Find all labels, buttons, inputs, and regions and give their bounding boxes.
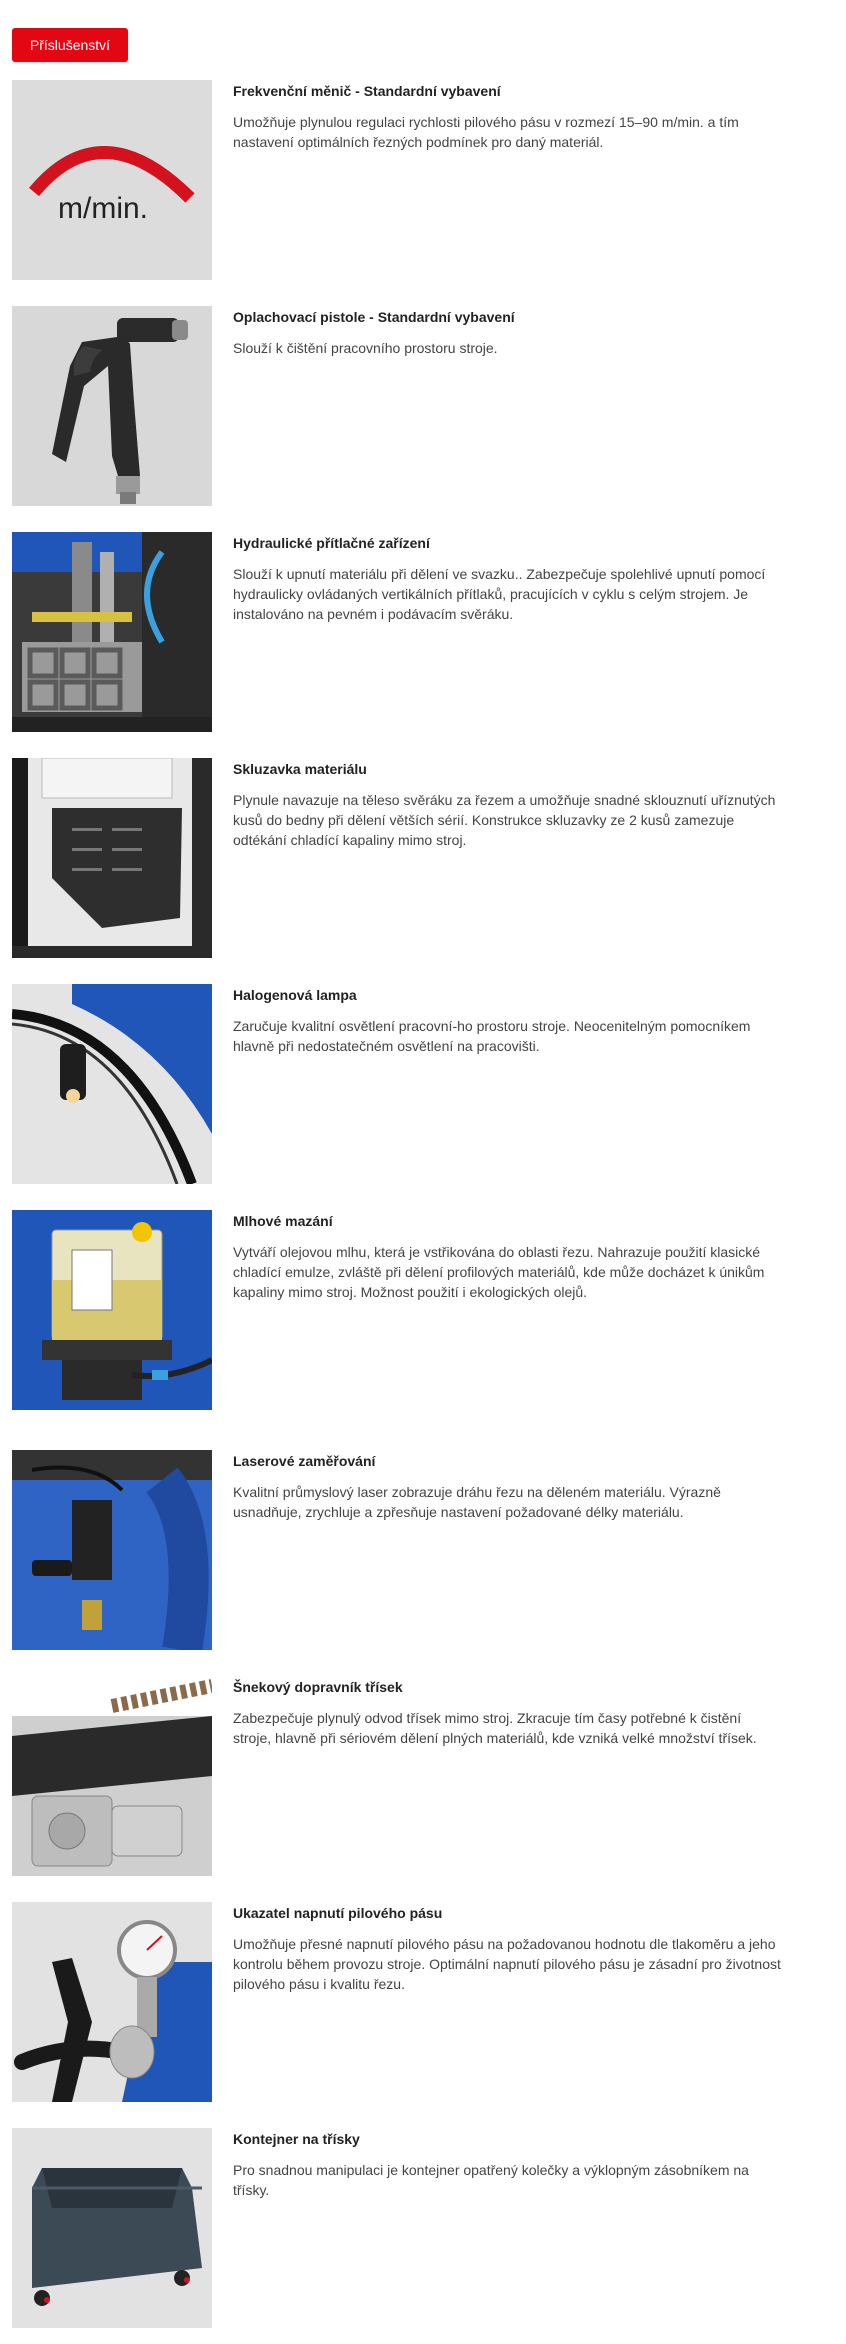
accessory-title: Skluzavka materiálu — [233, 761, 367, 777]
accessory-item — [12, 306, 792, 506]
tension-gauge-icon — [12, 1902, 212, 2102]
accessory-title: Frekvenční měnič - Standardní vybavení — [233, 83, 501, 99]
hydraulic-clamp-icon — [12, 532, 212, 732]
speed-unit-label: m/min. — [58, 192, 148, 225]
accessory-item — [12, 1450, 792, 1650]
accessory-item — [12, 758, 792, 958]
accessory-item — [12, 80, 792, 280]
chip-container-icon — [12, 2128, 212, 2328]
accessory-description: Slouží k upnutí materiálu při dělení ve svazku.. Zabezpečuje spolehlivé upnutí pomocí hydraulicky ovládaných vertikálních přítlaků, pracujících v cyklu s celým strojem. Je instalováno na pevném i podávacím svěráku. — [233, 566, 766, 622]
mist-lubrication-icon — [12, 1210, 212, 1410]
accessory-item — [12, 1210, 792, 1410]
accessory-description: Pro snadnou manipulaci je kontejner opatřený kolečky a výklopným zásobníkem na třísky. — [233, 2162, 749, 2198]
accessory-title: Laserové zaměřování — [233, 1453, 376, 1469]
accessory-description: Kvalitní průmyslový laser zobrazuje dráhu řezu na děleném materiálu. Výrazně usnadňuje, zrychluje a zpřesňuje nastavení požadované délky materiálu. — [233, 1484, 721, 1520]
accessory-title: Mlhové mazání — [233, 1213, 333, 1229]
accessory-image-laser-guide — [12, 1450, 212, 1650]
accessory-image-frequency-converter — [12, 80, 212, 280]
accessory-image-hydraulic-clamp — [12, 532, 212, 732]
accessory-title: Ukazatel napnutí pilového pásu — [233, 1905, 443, 1921]
accessory-image-chip-container — [12, 2128, 212, 2328]
speed-gauge-icon — [12, 80, 212, 280]
accessory-image-mist-lubrication — [12, 1210, 212, 1410]
accessory-item — [12, 532, 792, 732]
accessory-item — [12, 984, 792, 1184]
accessory-description: Plynule navazuje na těleso svěráku za řezem a umožňuje snadné sklouznutí uříznutých kusů do bedny při dělení větších sérií. Konstrukce skluzavky ze 2 kusů zamezuje odtékání chladící kapaliny mimo stroj. — [233, 792, 776, 848]
laser-guide-icon — [12, 1450, 212, 1650]
spray-gun-icon — [12, 306, 212, 506]
accessory-description: Umožňuje plynulou regulaci rychlosti pilového pásu v rozmezí 15–90 m/min. a tím nastavení optimálních řezných podmínek pro daný materiál. — [233, 114, 739, 150]
accessory-title: Oplachovací pistole - Standardní vybavení — [233, 309, 515, 325]
accessory-image-material-chute — [12, 758, 212, 958]
accessory-description: Umožňuje přesné napnutí pilového pásu na požadovanou hodnotu dle tlakoměru a jeho kontrolu během provozu stroje. Optimální napnutí pilového pásu je zásadní pro životnost pilového pásu i kvalitu řezu. — [233, 1936, 781, 1992]
accessory-description: Vytváří olejovou mlhu, která je vstřikována do oblasti řezu. Nahrazuje použití klasické chladící emulze, zvláště při dělení profilových materiálů, kde může docházet k únikům kapaliny mimo stroj. Možnost použití i ekologických olejů. — [233, 1244, 765, 1300]
accessory-description: Slouží k čištění pracovního prostoru stroje. — [233, 340, 498, 356]
accessory-description: Zaručuje kvalitní osvětlení pracovní-ho prostoru stroje. Neocenitelným pomocníkem hlavně při nedostatečném osvětlení na pracovišti. — [233, 1018, 751, 1054]
accessory-item — [12, 1676, 792, 1876]
accessories-tab-button[interactable]: Příslušenství — [12, 28, 128, 62]
accessory-title: Kontejner na třísky — [233, 2131, 360, 2147]
accessory-image-tension-gauge — [12, 1902, 212, 2102]
screw-conveyor-icon — [12, 1676, 212, 1876]
accessory-title: Halogenová lampa — [233, 987, 357, 1003]
halogen-lamp-icon — [12, 984, 212, 1184]
accessory-title: Šnekový dopravník třísek — [233, 1679, 403, 1695]
accessory-image-halogen-lamp — [12, 984, 212, 1184]
accessory-description: Zabezpečuje plynulý odvod třísek mimo stroj. Zkracuje tím časy potřebné k čistění stroje, hlavně při sériovém dělení plných materiálů, kde vzniká velké množství třísek. — [233, 1710, 757, 1746]
accessory-title: Hydraulické přítlačné zařízení — [233, 535, 430, 551]
material-chute-icon — [12, 758, 212, 958]
accessory-image-screw-conveyor — [12, 1676, 212, 1876]
accessory-item — [12, 1902, 792, 2102]
accessory-image-spray-gun — [12, 306, 212, 506]
accessory-item — [12, 2128, 792, 2328]
